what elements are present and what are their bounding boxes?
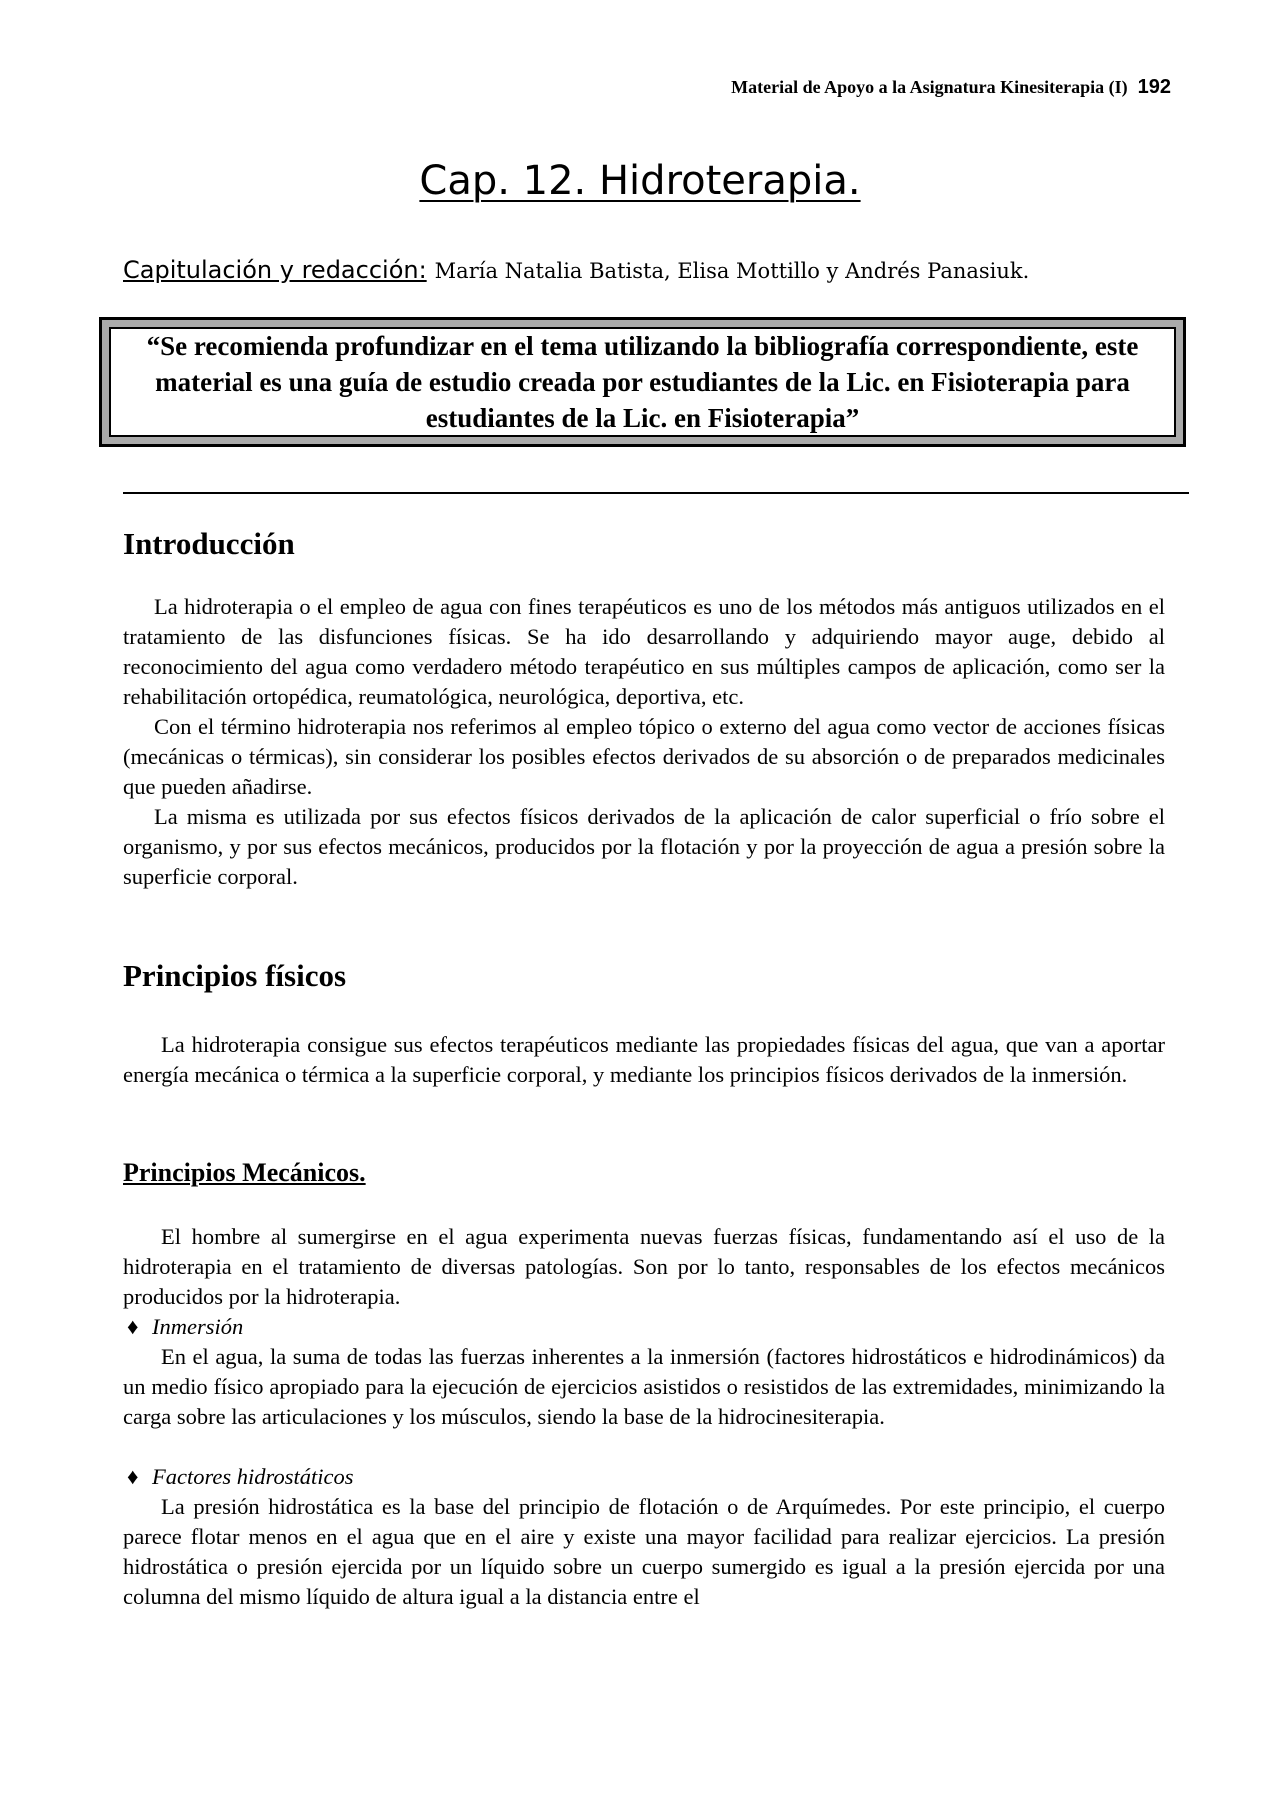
authors-line [123,256,1029,284]
mecanicos-paragraph-1: El hombre al sumergirse en el agua experimenta nuevas fuerzas físicas, fundamentando así el uso de la hidroterapia en el tratamiento de diversas patologías. Son por lo tanto, responsables de los efectos mecánicos producidos por la hidroterapia. [123,1224,1165,1309]
diamond-bullet-icon: ♦ [127,1314,139,1339]
intro-paragraph-3: La misma es utilizada por sus efectos físicos derivados de la aplicación de calor superficial o frío sobre el organismo, y por sus efectos mecánicos, producidos por la flotación y por la proyección de agua a presión sobre la superficie corporal. [123,804,1165,889]
mecanicos-section [123,1222,1165,1612]
horizontal-divider [123,492,1189,494]
diamond-bullet-icon: ♦ [127,1464,139,1489]
running-header [731,76,1171,99]
intro-paragraph-2: Con el término hidroterapia nos referimos al empleo tópico o externo del agua como vector de acciones físicas (mecánicas o térmicas), sin considerar los posibles efectos derivados de su absorción o de preparados medicinales que pueden añadirse. [123,714,1165,799]
bullet-inmersion-label: Inmersión [152,1314,244,1339]
heading-principios-mecanicos: Principios Mecánicos. [123,1158,366,1187]
notice-box-inner [109,327,1176,437]
running-title: Material de Apoyo a la Asignatura Kinesiterapia (I) [731,77,1128,97]
bullet-factores-hidrostaticos [123,1462,1165,1492]
notice-text: “Se recomienda profundizar en el tema utilizando la bibliografía correspondiente, este material es una guía de estudio creada por estudiantes de la Lic. en Fisioterapia para estudiantes de la Lic. en Fisioterapia” [146,331,1139,433]
bullet-inmersion [123,1312,1165,1342]
page-number: 192 [1137,76,1171,98]
heading-introduccion: Introducción [123,526,295,561]
authors-names: María Natalia Batista, Elisa Mottillo y Andrés Panasiuk. [434,259,1030,283]
chapter-title-text: Cap. 12. Hidroterapia. [419,158,861,204]
authors-label: Capitulación y redacción: [123,256,427,284]
hidrostaticos-paragraph: La presión hidrostática es la base del principio de flotación o de Arquímedes. Por este principio, el cuerpo parece flotar menos en el agua que en el aire y existe una mayor facilidad para realizar ejercicios. La presión hidrostática o presión ejercida por un líquido sobre un cuerpo sumergido es igual a la presión ejercida por una columna del mismo líquido de altura igual a la distancia entre el [123,1494,1165,1609]
bullet-hidrostaticos-label: Factores hidrostáticos [152,1464,354,1489]
inmersion-paragraph: En el agua, la suma de todas las fuerzas inherentes a la inmersión (factores hidrostáticos e hidrodinámicos) da un medio físico apropiado para la ejecución de ejercicios asistidos o resistidos de las extremidades, minimizando la carga sobre las articulaciones y los músculos, siendo la base de la hidrocinesiterapia. [123,1344,1165,1429]
principios-section [123,1030,1165,1090]
chapter-title [0,158,1280,204]
notice-box [99,317,1186,447]
intro-paragraph-1: La hidroterapia o el empleo de agua con fines terapéuticos es uno de los métodos más antiguos utilizados en el tratamiento de las disfunciones físicas. Se ha ido desarrollando y adquiriendo mayor auge, debido al reconocimiento del agua como verdadero método terapéutico en sus múltiples campos de aplicación, como ser la rehabilitación ortopédica, reumatológica, neurológica, deportiva, etc. [123,594,1165,709]
principios-paragraph-1: La hidroterapia consigue sus efectos terapéuticos mediante las propiedades físicas del agua, que van a aportar energía mecánica o térmica a la superficie corporal, y mediante los principios físicos derivados de la inmersión. [123,1032,1165,1087]
heading-principios-fisicos: Principios físicos [123,958,347,993]
intro-section [123,592,1165,892]
